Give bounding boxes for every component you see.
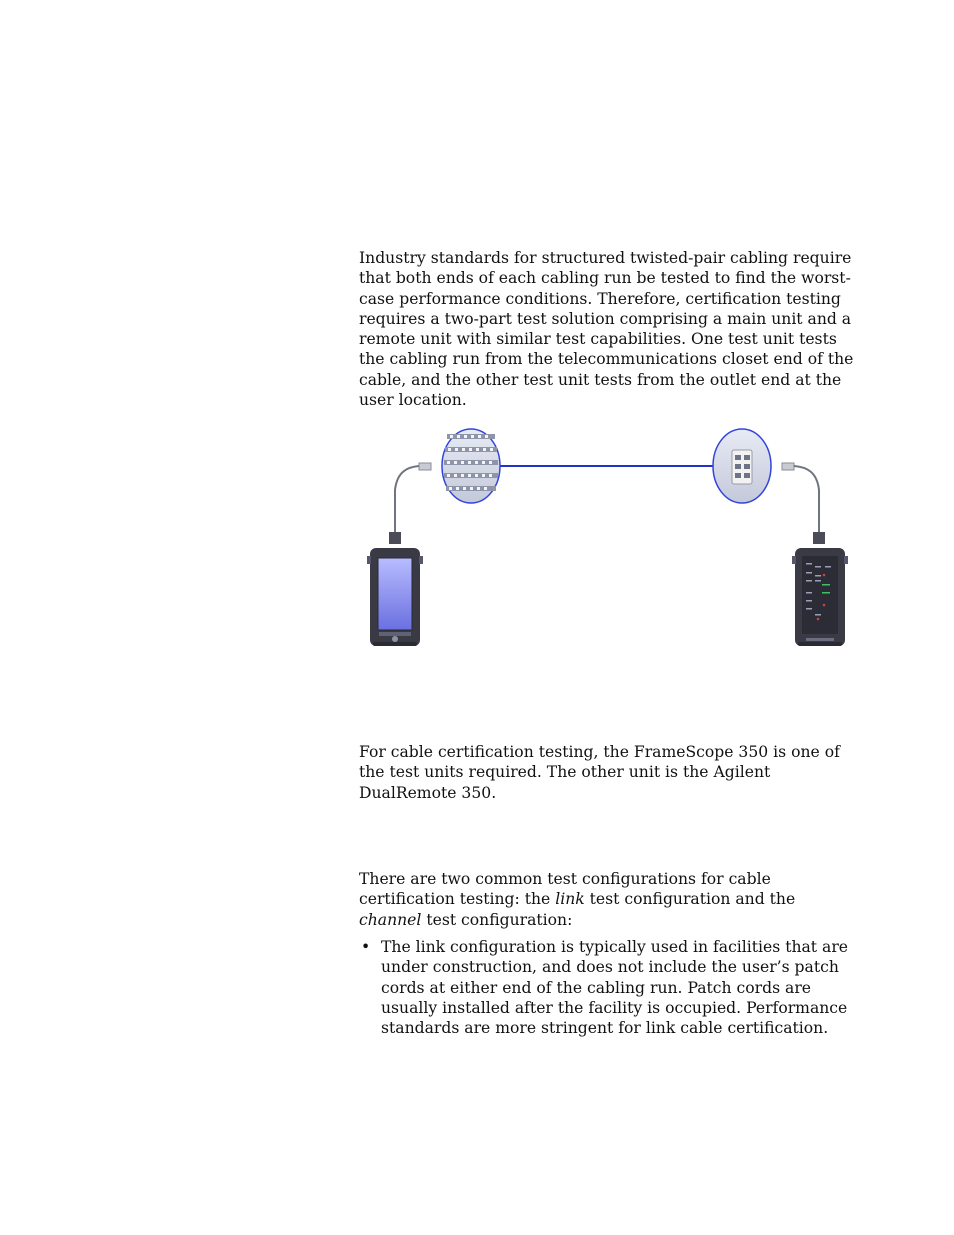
remote-test-unit (792, 548, 848, 646)
main-test-unit (367, 548, 423, 646)
bullet-text: The link configuration is typically used in facilities that are under construction, and does not include the user’s patch cords at either end of the cabling run. Patch cords are usually installed after the facility is occupied. Performance standards are more stringent for link cable certification. (381, 938, 849, 1038)
configs-intro-paragraph (359, 869, 859, 930)
configs-intro-text-b: test configuration and the (584, 890, 796, 909)
configs-intro-text-c: test configuration: (421, 910, 573, 929)
units-paragraph: For cable certification testing, the FrameScope 350 is one of the test units required. The other unit is the Agilent DualRemote 350. (359, 743, 840, 802)
list-item (359, 937, 859, 1038)
right-patch-cord (782, 463, 825, 544)
configs-intro-text-a: There are two common test configurations for cable certification testing: the (359, 870, 771, 909)
wall-outlet-callout (713, 429, 771, 503)
bullet-icon: • (361, 938, 371, 956)
channel-term: channel (359, 910, 422, 929)
intro-paragraph: Industry standards for structured twisted-pair cabling require that both ends of each cabling run be tested to find the worst-case performance conditions. Therefore, certification testing requires a two-part test solution comprising a main unit and a remote unit with similar test capabilities. One test unit tests the cabling run from the telecommunications closet end of the cable, and the other test unit tests from the outlet end at the user location. (359, 249, 854, 410)
link-term: link (555, 890, 585, 909)
left-patch-cord (389, 463, 431, 544)
patch-panel-callout (442, 429, 500, 503)
config-bullet-list (359, 937, 859, 1038)
cable-test-diagram (355, 420, 860, 655)
